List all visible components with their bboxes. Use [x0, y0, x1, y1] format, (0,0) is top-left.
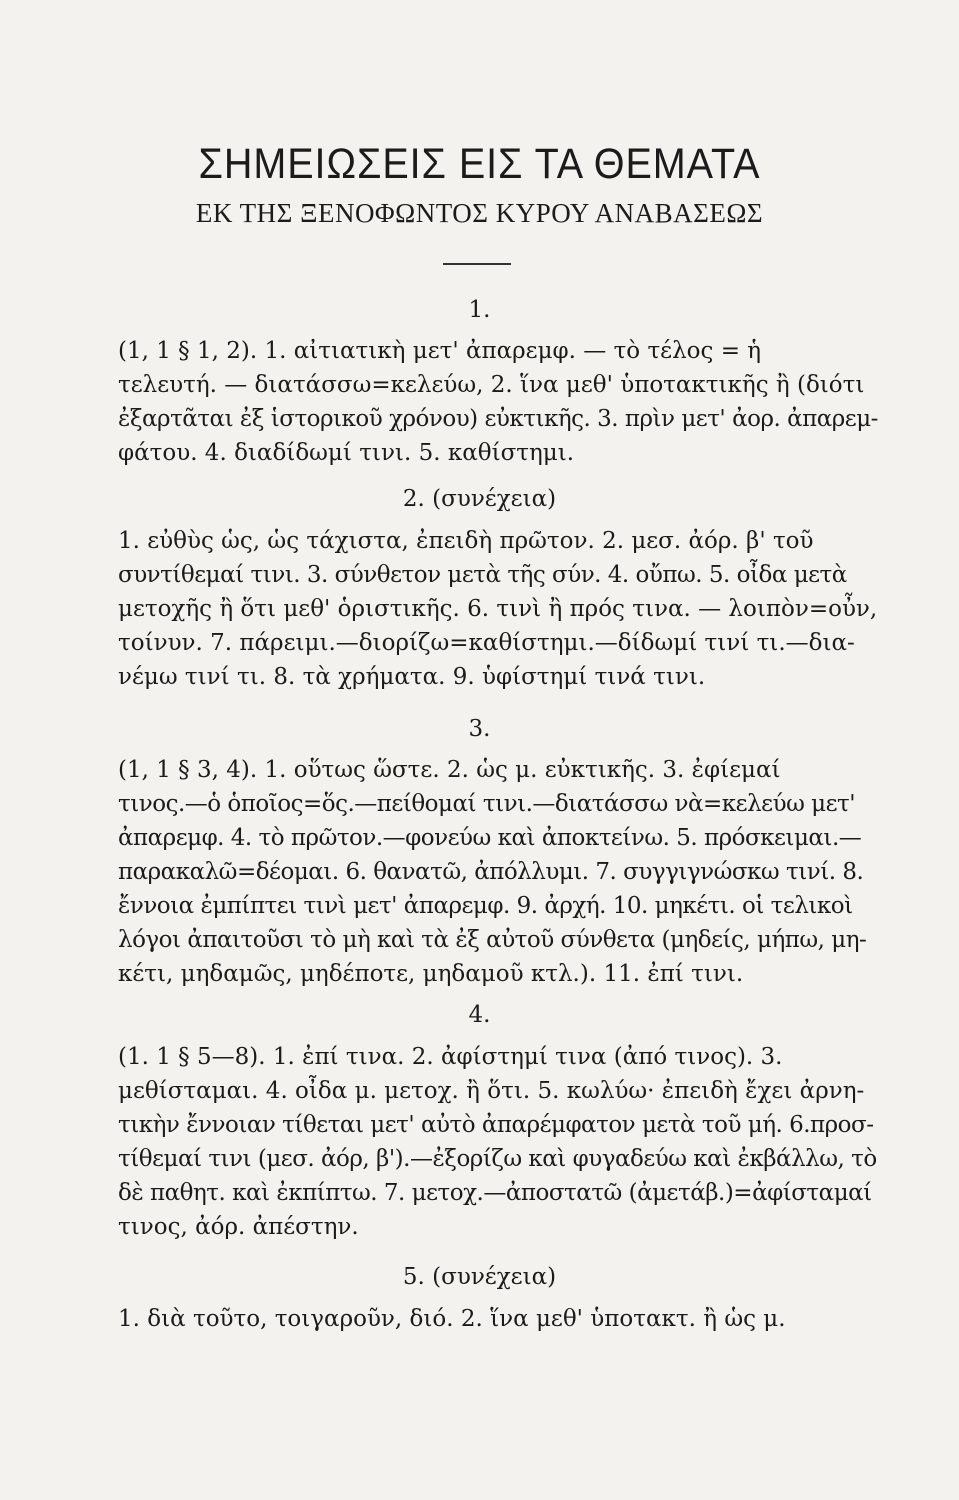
section-heading-1: 1. — [468, 297, 491, 323]
text-line: μεθίσταμαι. 4. οἶδα μ. μετοχ. ἢ ὅτι. 5. κωλύω· ἐπειδὴ ἔχει ἀρνη- — [118, 1078, 865, 1104]
text-line: λόγοι ἀπαιτοῦσι τὸ μὴ καὶ τὰ ἐξ αὐτοῦ σύνθετα (μηδείς, μήπω, μη- — [118, 927, 867, 953]
section-heading-3: 3. — [468, 716, 491, 742]
text-line: κέτι, μηδαμῶς, μηδέποτε, μηδαμοῦ κτλ.). 11. ἐπί τινι. — [118, 961, 744, 987]
text-line: τινος.—ὁ ὁποῖος=ὅς.—πείθομαί τινι.—διατάσσω νὰ=κελεύω μετ' — [118, 791, 856, 817]
text-line: δὲ παθητ. καὶ ἐκπίπτω. 7. μετοχ.—ἀποστατῶ (ἀμετάβ.)=ἀφίσταμαί — [118, 1180, 872, 1206]
text-line: (1, 1 § 1, 2). 1. αἰτιατικὴ μετ' ἀπαρεμφ. — τὸ τέλος = ἡ — [118, 338, 762, 364]
text-line: μετοχῆς ἢ ὅτι μεθ' ὁριστικῆς. 6. τινὶ ἢ πρός τινα. — λοιπὸν=οὖν, — [118, 596, 878, 622]
title-divider — [443, 263, 511, 265]
text-line: 1. διὰ τοῦτο, τοιγαροῦν, διό. 2. ἵνα μεθ' ὑποτακτ. ἢ ὡς μ. — [118, 1306, 786, 1332]
text-line: νέμω τινί τι. 8. τὰ χρήματα. 9. ὑφίστημί τινά τινι. — [118, 664, 706, 690]
section-heading-4: 4. — [468, 1002, 491, 1028]
page-subtitle: ΕΚ ΤΗΣ ΞΕΝΟΦΩΝΤΟΣ ΚΥΡΟΥ ΑΝΑΒΑΣΕΩΣ — [195, 198, 764, 228]
text-line: τοίνυν. 7. πάρειμι.—διορίζω=καθίστημι.—δίδωμί τινί τι.—δια- — [118, 630, 855, 656]
text-line: ἐξαρτᾶται ἐξ ἱστορικοῦ χρόνου) εὐκτικῆς. 3. πρὶν μετ' ἀορ. ἀπαρεμ- — [118, 406, 878, 432]
page-title: ΣΗΜΕΙΩΣΕΙΣ ΕΙΣ ΤΑ ΘΕΜΑΤΑ — [198, 140, 761, 188]
text-line: τικὴν ἔννοιαν τίθεται μετ' αὐτὸ ἀπαρέμφατον μετὰ τοῦ μή. 6.προσ- — [118, 1112, 874, 1138]
text-line: τίθεμαί τινι (μεσ. ἀόρ, β').—ἐξορίζω καὶ φυγαδεύω καὶ ἐκβάλλω, τὸ — [118, 1146, 877, 1172]
text-line: τινος, ἀόρ. ἀπέστην. — [118, 1214, 359, 1240]
text-line: συντίθεμαί τινι. 3. σύνθετον μετὰ τῆς σύν. 4. οὔπω. 5. οἶδα μετὰ — [118, 562, 847, 588]
text-line: (1, 1 § 3, 4). 1. οὕτως ὥστε. 2. ὡς μ. εὐκτικῆς. 3. ἐφίεμαί — [118, 757, 781, 783]
text-line: ἔννοια ἐμπίπτει τινὶ μετ' ἀπαρεμφ. 9. ἀρχή. 10. μηκέτι. οἱ τελικοὶ — [118, 893, 853, 919]
text-line: παρακαλῶ=δέομαι. 6. θανατῶ, ἀπόλλυμι. 7. συγγιγνώσκω τινί. 8. — [118, 859, 864, 885]
section-heading-5: 5. (συνέχεια) — [402, 1264, 557, 1290]
text-line: τελευτή. — διατάσσω=κελεύω, 2. ἵνα μεθ' ὑποτακτικῆς ἢ (διότι — [118, 372, 865, 398]
text-line: (1. 1 § 5—8). 1. ἐπί τινα. 2. ἀφίστημί τινα (ἀπό τινος). 3. — [118, 1044, 783, 1070]
text-line: ἀπαρεμφ. 4. τὸ πρῶτον.—φονεύω καὶ ἀποκτείνω. 5. πρόσκειμαι.— — [118, 825, 862, 851]
text-line: 1. εὐθὺς ὡς, ὡς τάχιστα, ἐπειδὴ πρῶτον. 2. μεσ. ἀόρ. β' τοῦ — [118, 528, 814, 554]
text-line: φάτου. 4. διαδίδωμί τινι. 5. καθίστημι. — [118, 440, 575, 466]
section-heading-2: 2. (συνέχεια) — [402, 486, 557, 512]
